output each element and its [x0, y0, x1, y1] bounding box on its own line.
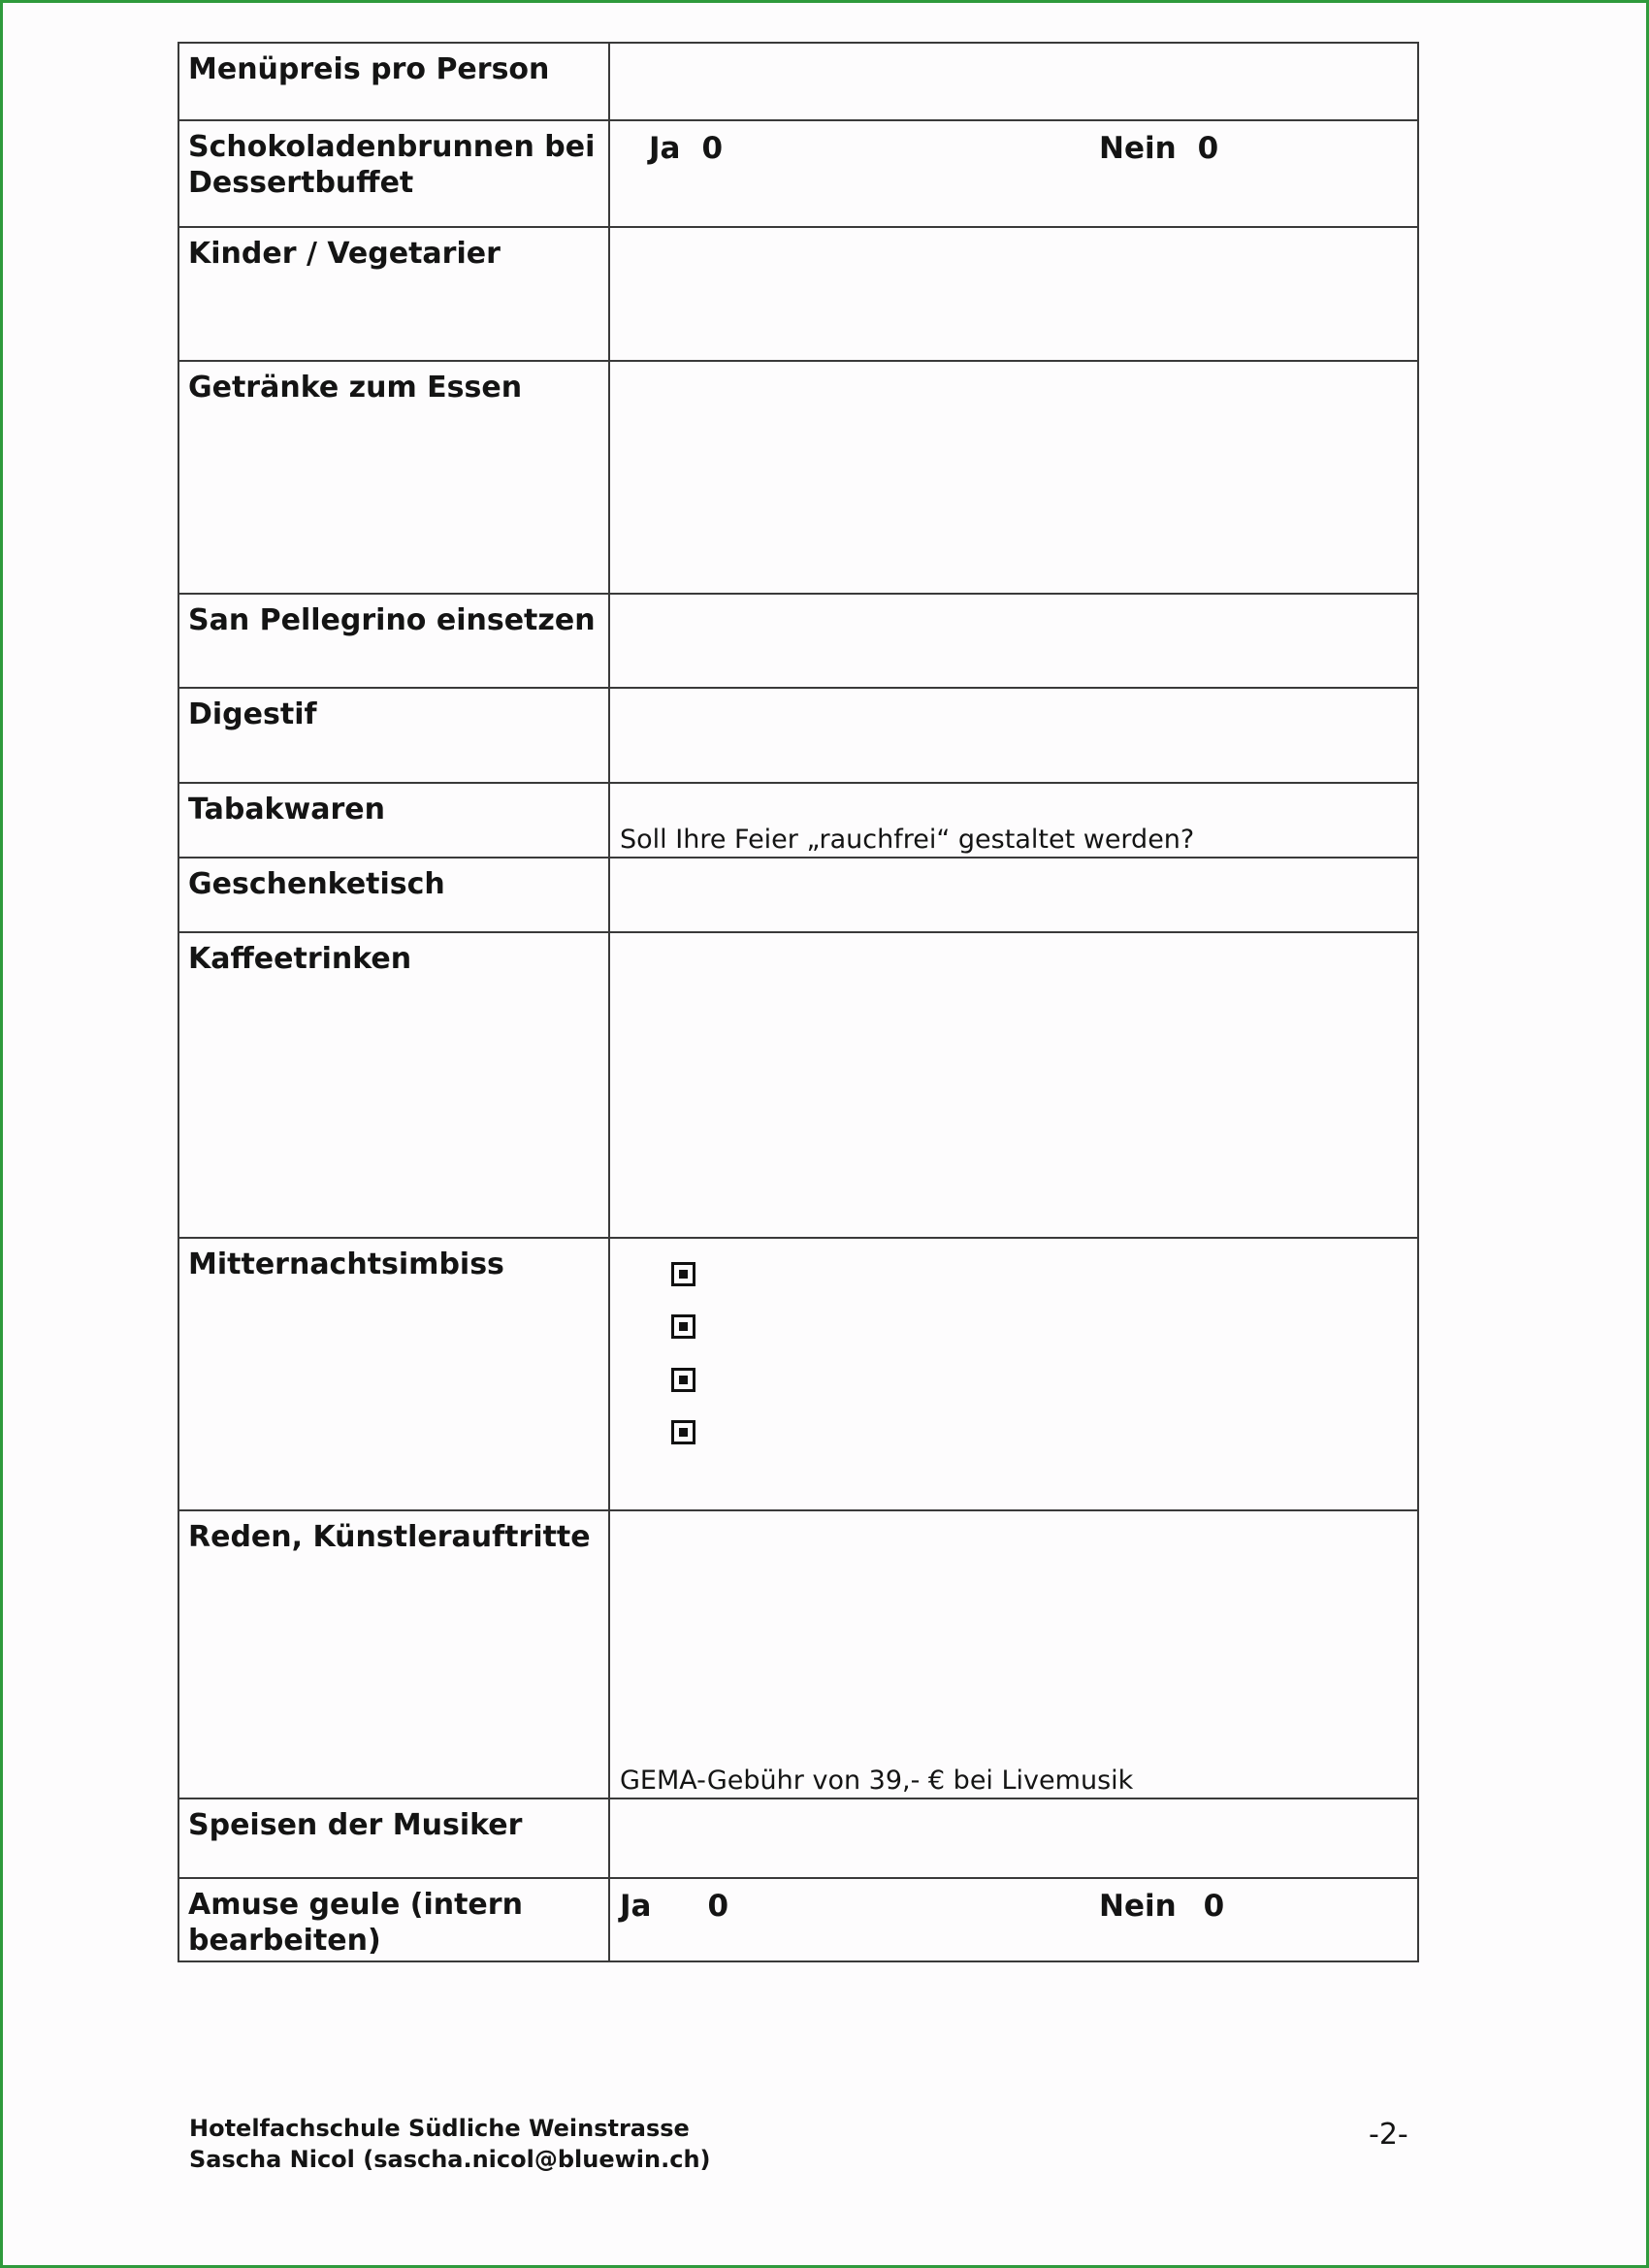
row-label: Amuse geule (intern bearbeiten) — [188, 1888, 523, 1958]
yes-value: 0 — [707, 1889, 729, 1924]
no-option[interactable] — [1099, 131, 1218, 167]
row-label-cell — [178, 1238, 609, 1510]
checkbox-icon[interactable] — [671, 1420, 695, 1444]
coffee-field[interactable] — [609, 932, 1418, 1238]
row-label-cell — [178, 227, 609, 361]
form-row-san-pellegrino — [178, 594, 1418, 688]
gema-fee-note: GEMA-Gebühr von 39,- € bei Livemusik — [620, 1766, 1134, 1796]
row-label: Getränke zum Essen — [188, 371, 523, 405]
row-label: Digestif — [188, 697, 317, 731]
row-label-cell — [178, 783, 609, 858]
yes-option[interactable] — [620, 1889, 728, 1925]
no-label: Nein — [1099, 1889, 1177, 1924]
no-value: 0 — [1197, 131, 1219, 166]
checkbox-icon[interactable] — [671, 1262, 695, 1286]
no-option[interactable] — [1099, 1889, 1224, 1925]
row-label-cell — [178, 1510, 609, 1798]
row-label: Kaffeetrinken — [188, 942, 412, 976]
checkbox-icon[interactable] — [671, 1314, 695, 1339]
form-row-midnight-snack — [178, 1238, 1418, 1510]
row-label-cell — [178, 120, 609, 227]
form-row-children-vegetarians — [178, 227, 1418, 361]
row-label: Geschenketisch — [188, 867, 445, 901]
row-label-cell — [178, 594, 609, 688]
yes-label: Ja — [620, 1889, 652, 1924]
yes-option[interactable] — [649, 131, 723, 167]
row-label-cell — [178, 858, 609, 932]
amuse-bouche-field — [609, 1878, 1418, 1961]
form-row-coffee — [178, 932, 1418, 1238]
form-row-speeches — [178, 1510, 1418, 1798]
footer-contact: Sascha Nicol (sascha.nicol@bluewin.ch) — [189, 2146, 711, 2173]
checkbox-icon[interactable] — [671, 1368, 695, 1392]
form-row-drinks — [178, 361, 1418, 594]
row-label: Mitternachtsimbiss — [188, 1247, 504, 1281]
row-label-cell — [178, 1878, 609, 1961]
row-label: Reden, Künstlerauftritte — [188, 1520, 591, 1554]
row-label: Menüpreis pro Person — [188, 52, 550, 86]
digestif-field[interactable] — [609, 688, 1418, 783]
form-row-musician-meals — [178, 1798, 1418, 1878]
yes-value: 0 — [701, 131, 724, 166]
speeches-field[interactable] — [609, 1510, 1418, 1798]
no-label: Nein — [1099, 131, 1177, 166]
row-label: Tabakwaren — [188, 793, 385, 826]
event-planning-form — [178, 42, 1419, 1962]
row-label: Kinder / Vegetarier — [188, 237, 501, 271]
footer-school-name: Hotelfachschule Südliche Weinstrasse — [189, 2115, 690, 2142]
row-label-cell — [178, 43, 609, 120]
tobacco-field[interactable] — [609, 783, 1418, 858]
chocolate-fountain-field — [609, 120, 1418, 227]
no-value: 0 — [1203, 1889, 1225, 1924]
row-label: San Pellegrino einsetzen — [188, 603, 596, 637]
row-label-cell — [178, 688, 609, 783]
form-row-digestif — [178, 688, 1418, 783]
form-row-gift-table — [178, 858, 1418, 932]
row-label: Speisen der Musiker — [188, 1808, 523, 1842]
drinks-field[interactable] — [609, 361, 1418, 594]
menu-price-field[interactable] — [609, 43, 1418, 120]
row-label-cell — [178, 1798, 609, 1878]
musician-meals-field[interactable] — [609, 1798, 1418, 1878]
midnight-snack-options — [609, 1238, 1418, 1510]
gift-table-field[interactable] — [609, 858, 1418, 932]
smoke-free-question: Soll Ihre Feier „rauchfrei“ gestaltet werden? — [620, 825, 1195, 855]
san-pellegrino-field[interactable] — [609, 594, 1418, 688]
page-number: -2- — [1369, 2118, 1408, 2152]
form-row-menu-price — [178, 43, 1418, 120]
form-row-amuse-bouche — [178, 1878, 1418, 1961]
form-row-tobacco — [178, 783, 1418, 858]
row-label: Schokoladenbrunnen bei Dessertbuffet — [188, 130, 596, 200]
row-label-cell — [178, 932, 609, 1238]
form-row-chocolate-fountain — [178, 120, 1418, 227]
yes-label: Ja — [649, 131, 681, 166]
children-vegetarians-field[interactable] — [609, 227, 1418, 361]
row-label-cell — [178, 361, 609, 594]
